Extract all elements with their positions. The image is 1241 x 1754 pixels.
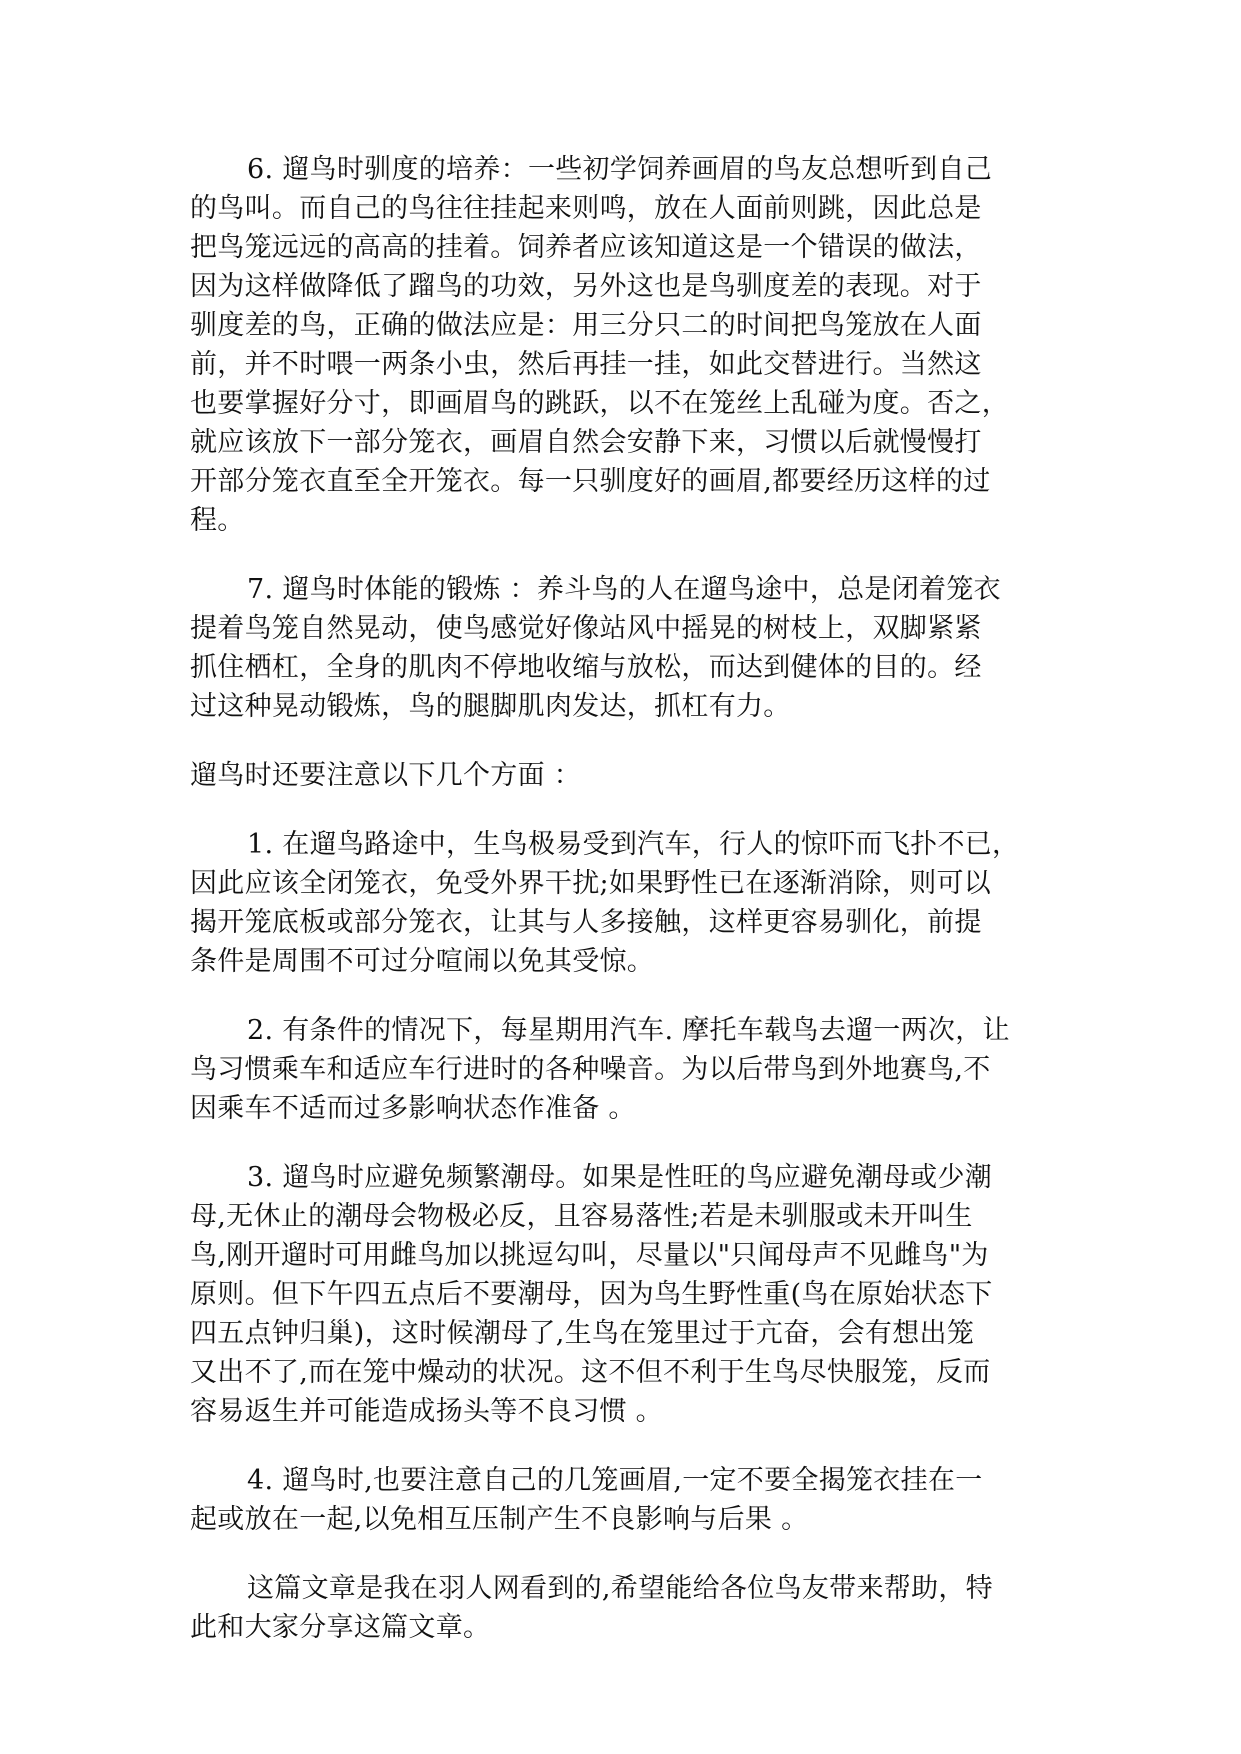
text-line: 3. 遛鸟时应避免频繁潮母。如果是性旺的鸟应避免潮母或少潮 [247,1162,993,1193]
paragraph-note-1 [190,825,1060,981]
paragraph-note-4 [190,1461,1060,1539]
text-line: 原则。但下午四五点后不要潮母，因为鸟生野性重(鸟在原始状态下 [190,1279,993,1310]
paragraph-note-2 [190,1011,1060,1128]
text-line: 因乘车不适而过多影响状态作准备 。 [190,1093,636,1124]
text-line: 此和大家分享这篇文章。 [190,1612,491,1643]
text-line: 容易返生并可能造成扬头等不良习惯 。 [190,1396,663,1427]
text-line: 6. 遛鸟时驯度的培养：一些初学饲养画眉的鸟友总想听到自己 [247,154,993,185]
text-line: 开部分笼衣直至全开笼衣。每一只驯度好的画眉,都要经历这样的过 [190,466,991,497]
document-page [190,150,1060,1677]
text-line: 前，并不时喂一两条小虫，然后再挂一挂，如此交替进行。当然这 [190,349,982,380]
text-line: 把鸟笼远远的高高的挂着。饲养者应该知道这是一个错误的做法， [190,232,982,263]
text-line: 程。 [190,505,245,536]
text-line: 抓住栖杠，全身的肌肉不停地收缩与放松，而达到健体的目的。经 [190,652,982,683]
text-line: 提着鸟笼自然晃动，使鸟感觉好像站风中摇晃的树枝上，双脚紧紧 [190,613,982,644]
text-line: 遛鸟时还要注意以下几个方面 ： [190,760,582,791]
text-line: 这篇文章是我在羽人网看到的,希望能给各位鸟友带来帮助，特 [247,1573,993,1604]
text-line: 揭开笼底板或部分笼衣，让其与人多接触，这样更容易驯化，前提 [190,907,982,938]
text-line: 因为这样做降低了蹓鸟的功效，另外这也是鸟驯度差的表现。对于 [190,271,982,302]
text-line: 条件是周围不可过分喧闹以免其受惊。 [190,946,655,977]
text-line: 2. 有条件的情况下，每星期用汽车. 摩托车载鸟去遛一两次，让 [247,1015,1010,1046]
text-line: 因此应该全闭笼衣，免受外界干扰;如果野性已在逐渐消除，则可以 [190,868,992,899]
text-line: 也要掌握好分寸，即画眉鸟的跳跃，以不在笼丝上乱碰为度。否之， [190,388,1009,419]
text-line: 起或放在一起,以免相互压制产生不良影响与后果 。 [190,1504,809,1535]
text-line: 4. 遛鸟时,也要注意自己的几笼画眉,一定不要全揭笼衣挂在一 [247,1465,983,1496]
text-line: 鸟习惯乘车和适应车行进时的各种噪音。为以后带鸟到外地赛鸟,不 [190,1054,991,1085]
text-line: 驯度差的鸟，正确的做法应是：用三分只二的时间把鸟笼放在人面 [190,310,982,341]
text-line: 鸟,刚开遛时可用雌鸟加以挑逗勾叫，尽量以"只闻母声不见雌鸟"为 [190,1240,989,1271]
paragraph-note-3 [190,1158,1060,1431]
text-line: 四五点钟归巢)，这时候潮母了,生鸟在笼里过于亢奋，会有想出笼 [190,1318,975,1349]
text-line: 7. 遛鸟时体能的锻炼 ：养斗鸟的人在遛鸟途中，总是闭着笼衣 [247,574,1001,605]
text-line: 又出不了,而在笼中燥动的状况。这不但不利于生鸟尽快服笼，反而 [190,1357,991,1388]
text-line: 就应该放下一部分笼衣，画眉自然会安静下来，习惯以后就慢慢打 [190,427,982,458]
paragraph-notes-heading [190,756,1060,795]
paragraph-closing [190,1569,1060,1647]
text-line: 母,无休止的潮母会物极必反，且容易落性;若是未驯服或未开叫生 [190,1201,973,1232]
text-line: 的鸟叫。而自己的鸟往往挂起来则鸣，放在人面前则跳，因此总是 [190,193,982,224]
text-line: 1. 在遛鸟路途中，生鸟极易受到汽车，行人的惊吓而飞扑不已， [247,829,1020,860]
paragraph-fitness-exercise [190,570,1060,726]
paragraph-training-tameness [190,150,1060,540]
text-line: 过这种晃动锻炼，鸟的腿脚肌肉发达，抓杠有力。 [190,691,791,722]
